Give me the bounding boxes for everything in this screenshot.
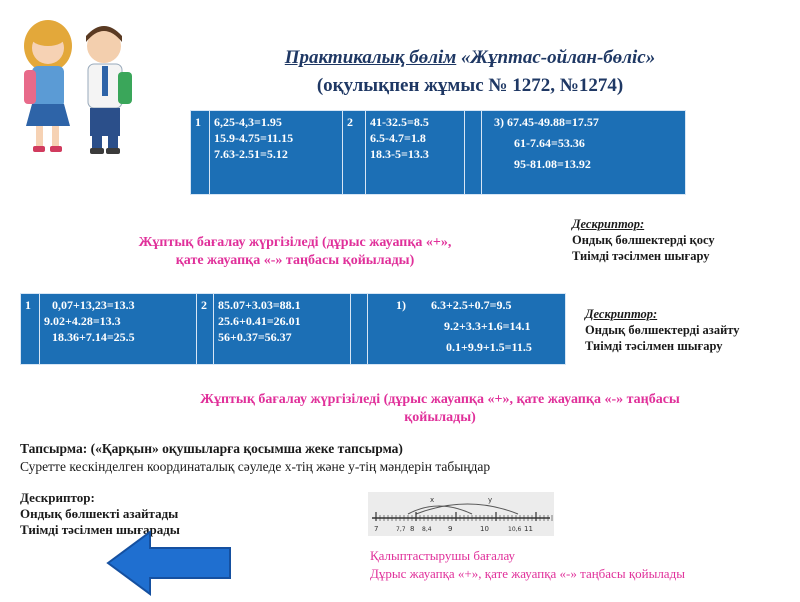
descriptor-1-heading: Дескриптор: [572, 217, 645, 231]
descriptor-3-line1: Ондық бөлшекті азайтады [20, 506, 179, 521]
table1-num-2: 2 [343, 111, 366, 195]
table1-col-2 [366, 111, 465, 195]
table2-c1-row3: 18.36+7.14=25.5 [52, 330, 135, 344]
formative-heading: Қалыптастырушы бағалау [370, 548, 516, 563]
descriptor-1-line2: Тиімді тәсілмен шығару [572, 249, 710, 263]
table2-num-2: 2 [197, 294, 214, 365]
table2-c1-row1: 0,07+13,23=13.3 [52, 298, 135, 312]
table1-empty [465, 111, 482, 195]
table2-c3-row3: 0.1+9.9+1.5=11.5 [446, 340, 532, 354]
descriptor-3-heading: Дескриптор: [20, 490, 95, 505]
descriptor-2 [585, 306, 795, 354]
formative-text: Дұрыс жауапқа «+», қате жауапқа «-» таңбасы қойылады [370, 566, 685, 581]
table1-c3-row1: 3) 67.45-49.88=17.57 [494, 115, 599, 129]
task-block [20, 440, 740, 476]
table2-c2-row3: 56+0.37=56.37 [218, 330, 292, 344]
table2-c3-expr1: 6.3+2.5+0.7=9.5 [431, 298, 512, 312]
numberline-label-10: 10 [480, 525, 489, 533]
title-line1 [150, 44, 790, 72]
numberline-label-8: 8 [410, 525, 415, 533]
numberline-label-7: 7 [374, 525, 379, 533]
descriptor-1 [572, 216, 792, 264]
numberline-label-8-4: 8,4 [422, 526, 432, 533]
formative-assessment [370, 547, 790, 583]
peer-eval-2-line1: Жұптық бағалау жүргізіледі (дұрыс жауапқа «+», қате жауапқа «-» таңбасы [200, 392, 680, 407]
table1-c1-row3: 7.63-2.51=5.12 [214, 147, 288, 161]
back-arrow-button[interactable] [104, 528, 236, 598]
table2-c1-row2: 9.02+4.28=13.3 [44, 314, 121, 328]
title-method: «Жұптас-ойлан-бөліс» [461, 47, 656, 68]
numberline-y-label: y [488, 496, 493, 504]
numberline-x-label: x [430, 496, 435, 504]
table1-c2-row2: 6.5-4.7=1.8 [370, 131, 426, 145]
number-line-figure [368, 492, 554, 536]
numberline-label-10-6: 10,6 [508, 526, 522, 533]
numberline-label-11: 11 [524, 525, 533, 533]
table1-c2-row3: 18.3-5=13.3 [370, 147, 429, 161]
table2-col-1 [40, 294, 197, 365]
table2-num-1: 1 [21, 294, 40, 365]
table2-c3-row2: 9.2+3.3+1.6=14.1 [444, 319, 531, 333]
addition-table [190, 110, 686, 195]
table2-col-3 [368, 294, 566, 365]
numberline-label-7-7: 7,7 [396, 526, 406, 533]
table2-c2-row1: 85.07+3.03=88.1 [218, 298, 301, 312]
left-arrow-icon [104, 528, 236, 598]
subtraction-table [20, 293, 566, 365]
numberline-label-9: 9 [448, 525, 453, 533]
descriptor-3-line2: Тиімді тәсілмен шығарады [20, 522, 180, 537]
table2-col-2 [214, 294, 351, 365]
table1-col-3 [482, 111, 686, 195]
table1-c2-row1: 41-32.5=8.5 [370, 115, 429, 129]
descriptor-2-line1: Ондық бөлшектерді азайту [585, 323, 740, 337]
table2-c3-number: 1) [396, 298, 406, 312]
table2-c2-row2: 25.6+0.41=26.01 [218, 314, 301, 328]
title-part: Практикалық бөлім [284, 47, 457, 68]
descriptor-2-heading: Дескриптор: [585, 307, 658, 321]
peer-eval-1-line1: Жұптық бағалау жүргізіледі (дұрыс жауапқа «+», [138, 235, 452, 250]
title-line2: (оқулықпен жұмыс № 1272, №1274) [316, 75, 624, 96]
page-title [150, 44, 790, 100]
kids-illustration [6, 8, 146, 160]
table1-c3-row2: 61-7.64=53.36 [514, 136, 585, 150]
peer-eval-2-line2: қойылады) [404, 410, 476, 425]
table1-num-1: 1 [191, 111, 210, 195]
peer-eval-1-line2: қате жауапқа «-» таңбасы қойылады) [175, 253, 415, 268]
task-text: Суретте кескінделген координаталық сәуледе х-тің және у-тің мәндерін табыңдар [20, 459, 491, 474]
table1-col-1 [210, 111, 343, 195]
table1-c3-row3: 95-81.08=13.92 [514, 157, 591, 171]
peer-evaluation-2 [120, 391, 760, 427]
table2-c3-row1 [372, 297, 561, 313]
peer-evaluation-1 [60, 234, 530, 270]
number-line-svg [368, 492, 554, 536]
descriptor-1-line1: Ондық бөлшектерді қосу [572, 233, 715, 247]
table1-c1-row1: 6,25-4,3=1.95 [214, 115, 282, 129]
table1-c1-row2: 15.9-4.75=11.15 [214, 131, 294, 145]
task-heading: Тапсырма: («Қарқын» оқушыларға қосымша жеке тапсырма) [20, 441, 403, 456]
descriptor-2-line2: Тиімді тәсілмен шығару [585, 339, 723, 353]
table2-empty [351, 294, 368, 365]
